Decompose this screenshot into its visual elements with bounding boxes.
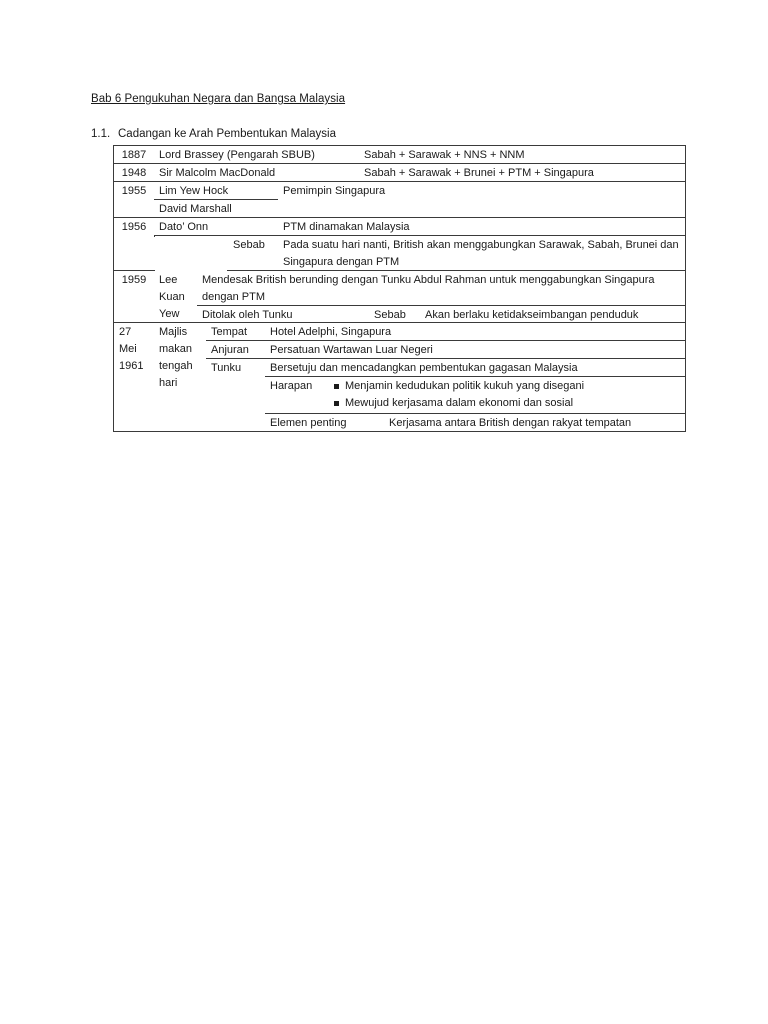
person-david-marshall: David Marshall	[154, 200, 279, 218]
element-value: Kerjasama antara British dengan rakyat tempatan	[384, 414, 686, 432]
year-1948: 1948	[113, 164, 155, 182]
place-label: Tempat	[206, 323, 266, 341]
person-lee-kuan-yew: Lee Kuan Yew	[154, 271, 198, 323]
reason-label-1959: Sebab	[369, 306, 421, 323]
document-title: Bab 6 Pengukuhan Negara dan Bangsa Malaysia	[91, 93, 346, 105]
desc-1959: Mendesak British berunding dengan Tunku Abdul Rahman untuk menggabungkan Singapura dengan PTM	[197, 271, 686, 306]
year-1959: 1959	[113, 271, 155, 323]
organizer-value: Persatuan Wartawan Luar Negeri	[265, 341, 686, 359]
organizer-label: Anjuran	[206, 341, 266, 359]
section-number: 1.1.	[91, 128, 111, 140]
person-malcolm-macdonald: Sir Malcolm MacDonald	[154, 164, 360, 182]
desc-1955: Pemimpin Singapura	[278, 182, 686, 218]
person-lord-brassey: Lord Brassey (Pengarah SBUB)	[154, 145, 360, 164]
hope-list-cell	[327, 377, 686, 414]
hope-list	[330, 378, 680, 412]
desc-1956: PTM dinamakan Malaysia	[278, 218, 686, 236]
blank-1956	[154, 237, 226, 270]
section-heading	[91, 128, 336, 140]
year-27-mei-1961: 27 Mei 1961	[113, 323, 155, 432]
reason-1956: Pada suatu hari nanti, British akan menggabungkan Sarawak, Sabah, Brunei dan Singapura dengan PTM	[278, 236, 686, 271]
proposal-table	[113, 145, 686, 432]
element-label: Elemen penting	[265, 414, 385, 432]
outcome-1959: Ditolak oleh Tunku	[197, 306, 370, 323]
hope-item: Menjamin kedudukan politik kukuh yang disegani	[330, 378, 680, 395]
year-1887: 1887	[113, 145, 155, 164]
proposal-1887: Sabah + Sarawak + NNS + NNM	[359, 145, 686, 164]
reason-1959: Akan berlaku ketidakseimbangan penduduk	[420, 306, 686, 323]
year-1955: 1955	[113, 182, 155, 218]
reason-label-1956: Sebab	[227, 236, 279, 271]
tunku-label: Tunku	[206, 359, 266, 432]
person-lim-yew-hock: Lim Yew Hock	[154, 182, 279, 200]
place-value: Hotel Adelphi, Singapura	[265, 323, 686, 341]
section-heading-text: Cadangan ke Arah Pembentukan Malaysia	[118, 128, 337, 140]
hope-item: Mewujud kerjasama dalam ekonomi dan sosial	[330, 395, 680, 412]
proposal-1948: Sabah + Sarawak + Brunei + PTM + Singapura	[359, 164, 686, 182]
person-dato-onn: Dato’ Onn	[154, 218, 279, 236]
tunku-desc: Bersetuju dan mencadangkan pembentukan gagasan Malaysia	[265, 359, 686, 377]
event-majlis-makan: Majlis makan tengah hari	[154, 323, 207, 432]
hope-label: Harapan	[265, 377, 328, 414]
year-1956: 1956	[113, 218, 155, 271]
